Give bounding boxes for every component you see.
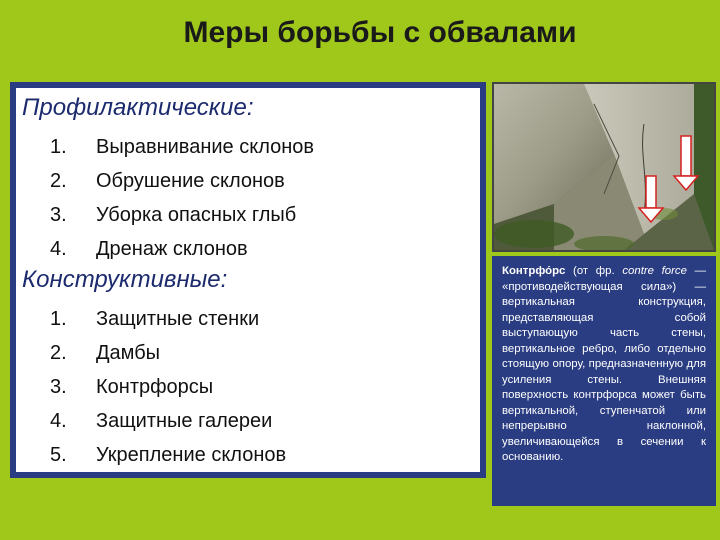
list-item xyxy=(50,302,286,336)
list-item-number: 3. xyxy=(50,376,67,398)
list-item-label: Защитные галереи xyxy=(96,410,273,432)
list-item-label: Обрушение склонов xyxy=(96,170,285,192)
definition-origin-word: contre force xyxy=(622,265,687,277)
list-item xyxy=(50,404,286,438)
list-item-number: 3. xyxy=(50,204,67,226)
measures-panel xyxy=(10,82,486,478)
list-item-number: 2. xyxy=(50,342,67,364)
list-item xyxy=(50,198,314,232)
list-item-number: 1. xyxy=(50,136,67,158)
list-item xyxy=(50,370,286,404)
list-item-label: Контрфорсы xyxy=(96,376,214,398)
cliff-photo xyxy=(492,82,716,252)
constructive-list xyxy=(50,302,286,472)
list-item xyxy=(50,336,286,370)
list-item-label: Защитные стенки xyxy=(96,308,260,330)
definition-body: — «противодействующая сила») — вертикальная конструкция, представляющая собой выступающую часть стены, вертикальное ребро, либо отдельно стоящую опору, предназначенную для усиления стены. Внешняя поверхность контрфорса может быть вертикальной, ступенчатой или непрерывно наклонной, увеличивающейся в сечении к основанию. xyxy=(502,265,707,463)
list-item-label: Уборка опасных глыб xyxy=(96,204,297,226)
list-item xyxy=(50,232,314,266)
list-item xyxy=(50,438,286,472)
preventive-list xyxy=(50,130,314,266)
measures-panel-inner xyxy=(16,88,480,472)
definition-origin: (от фр. xyxy=(565,265,615,277)
list-item xyxy=(50,164,314,198)
list-item xyxy=(50,130,314,164)
list-item-label: Выравнивание склонов xyxy=(96,136,315,158)
definition-term: Контрфо́рс xyxy=(502,265,566,277)
list-item-label: Укрепление склонов xyxy=(96,444,287,466)
preventive-heading: Профилактические: xyxy=(22,94,254,121)
list-item-label: Дренаж склонов xyxy=(96,238,248,260)
buttress-definition xyxy=(492,256,716,506)
list-item-label: Дамбы xyxy=(96,342,161,364)
list-item-number: 4. xyxy=(50,410,67,432)
list-item-number: 1. xyxy=(50,308,67,330)
slide-title: Меры борьбы с обвалами xyxy=(183,16,577,49)
constructive-heading: Конструктивные: xyxy=(22,266,228,293)
cliff-photo-image xyxy=(494,84,714,250)
list-item-number: 4. xyxy=(50,238,67,260)
list-item-number: 2. xyxy=(50,170,67,192)
list-item-number: 5. xyxy=(50,444,67,466)
